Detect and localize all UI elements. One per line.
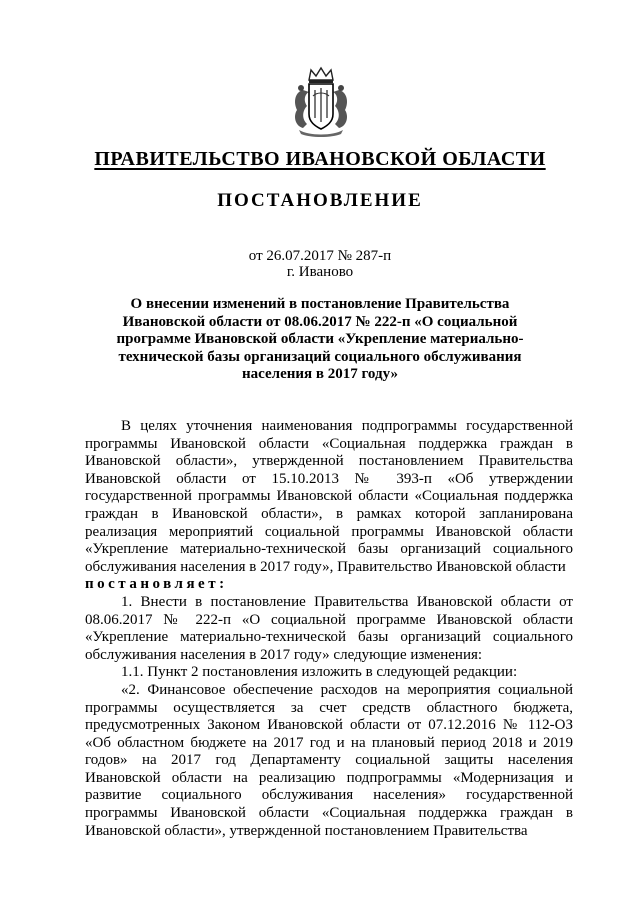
document-city: г. Иваново <box>286 264 354 280</box>
preamble-paragraph <box>85 418 573 576</box>
government-title: ПРАВИТЕЛЬСТВО ИВАНОВСКОЙ ОБЛАСТИ <box>94 148 546 170</box>
quoted-item-2-paragraph: «2. Финансовое обеспечение расходов на мероприятия социальной программы осуществляется за счет средств областного бюджета, предусмотренных Законом Ивановской области от 07.12.2016 № 112-ОЗ «Об областном бюджете на 2017 год и на плановый период 2018 и 2019 годов» на 2017 год Департаменту социальной защиты населения Ивановской области на реализацию подпрограммы «Модернизация и развитие социального обслуживания населения» государственной программы Ивановской области «Социальная поддержка граждан в Ивановской области», утвержденной постановлением Правительства <box>85 681 573 839</box>
resolves-paragraph <box>85 576 573 594</box>
document-body <box>85 418 573 840</box>
preamble-text: В целях уточнения наименования подпрограммы государственной программы Ивановской области «Социальная поддержка граждан в Ивановской области», утвержденной постановлением Правительства Ивановской области от 15.10.2013 № 393-п «Об утверждении государственной программы Ивановской области «Социальная поддержка граждан в Ивановской области», в рамках которой запланирована реализация мероприятий социальной программы Ивановской области «Укрепление материально-технической базы организаций социального обслуживания населения в 2017 году», Правительство Ивановской области <box>85 418 573 575</box>
document-subject: О внесении изменений в постановление Правительства Ивановской области от 08.06.2017 № 222-п «О социальной программе Ивановской области «Укрепление материально-технической базы организаций социального обслуживания населения в 2017 году» <box>116 296 524 383</box>
item-1-paragraph: 1. Внести в постановление Правительства Ивановской области от 08.06.2017 № 222-п «О социальной программе Ивановской области «Укрепление материально-технической базы организаций социального обслуживания населения в 2017 году» следующие изменения: <box>85 593 573 663</box>
document-type-heading: ПОСТАНОВЛЕНИЕ <box>217 190 423 211</box>
resolves-keyword: постановляет: <box>85 576 228 593</box>
coat-of-arms-icon <box>289 66 353 138</box>
document-date-number: от 26.07.2017 № 287-п <box>248 248 392 264</box>
item-1-1-paragraph: 1.1. Пункт 2 постановления изложить в следующей редакции: <box>121 664 518 681</box>
